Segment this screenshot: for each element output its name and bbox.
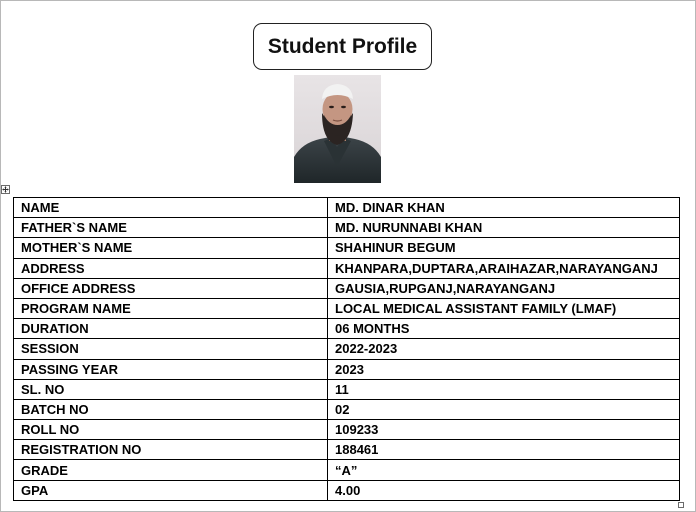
table-row (14, 420, 680, 440)
field-label-duration: DURATION (14, 319, 328, 339)
field-value-fathers-name: MD. NURUNNABI KHAN (328, 218, 680, 238)
table-row (14, 298, 680, 318)
table-row (14, 238, 680, 258)
table-row (14, 339, 680, 359)
field-label-mothers-name: MOTHER`S NAME (14, 238, 328, 258)
field-value-grade: “A” (328, 460, 680, 480)
table-resize-handle[interactable] (678, 502, 684, 508)
table-row (14, 440, 680, 460)
table-row (14, 460, 680, 480)
field-value-roll-no: 109233 (328, 420, 680, 440)
table-row (14, 218, 680, 238)
field-value-name: MD. DINAR KHAN (328, 198, 680, 218)
field-value-program-name: LOCAL MEDICAL ASSISTANT FAMILY (LMAF) (328, 298, 680, 318)
field-label-address: ADDRESS (14, 258, 328, 278)
table-move-handle[interactable] (1, 185, 10, 194)
field-label-gpa: GPA (14, 480, 328, 500)
table-row (14, 198, 680, 218)
field-label-name: NAME (14, 198, 328, 218)
field-label-registration-no: REGISTRATION NO (14, 440, 328, 460)
table-row (14, 399, 680, 419)
field-label-batch-no: BATCH NO (14, 399, 328, 419)
field-value-batch-no: 02 (328, 399, 680, 419)
field-label-fathers-name: FATHER`S NAME (14, 218, 328, 238)
field-label-session: SESSION (14, 339, 328, 359)
table-row (14, 258, 680, 278)
table-row (14, 359, 680, 379)
field-value-passing-year: 2023 (328, 359, 680, 379)
field-value-gpa: 4.00 (328, 480, 680, 500)
table-row (14, 379, 680, 399)
field-value-sl-no: 11 (328, 379, 680, 399)
student-photo (294, 75, 381, 183)
profile-table (13, 197, 680, 501)
field-value-duration: 06 MONTHS (328, 319, 680, 339)
table-row (14, 319, 680, 339)
page-title: Student Profile (253, 23, 432, 70)
field-value-session: 2022-2023 (328, 339, 680, 359)
field-value-registration-no: 188461 (328, 440, 680, 460)
field-value-mothers-name: SHAHINUR BEGUM (328, 238, 680, 258)
field-label-program-name: PROGRAM NAME (14, 298, 328, 318)
field-label-grade: GRADE (14, 460, 328, 480)
field-label-office-address: OFFICE ADDRESS (14, 278, 328, 298)
table-row (14, 480, 680, 500)
field-value-address: KHANPARA,DUPTARA,ARAIHAZAR,NARAYANGANJ (328, 258, 680, 278)
table-row (14, 278, 680, 298)
field-label-sl-no: SL. NO (14, 379, 328, 399)
field-value-office-address: GAUSIA,RUPGANJ,NARAYANGANJ (328, 278, 680, 298)
field-label-passing-year: PASSING YEAR (14, 359, 328, 379)
field-label-roll-no: ROLL NO (14, 420, 328, 440)
